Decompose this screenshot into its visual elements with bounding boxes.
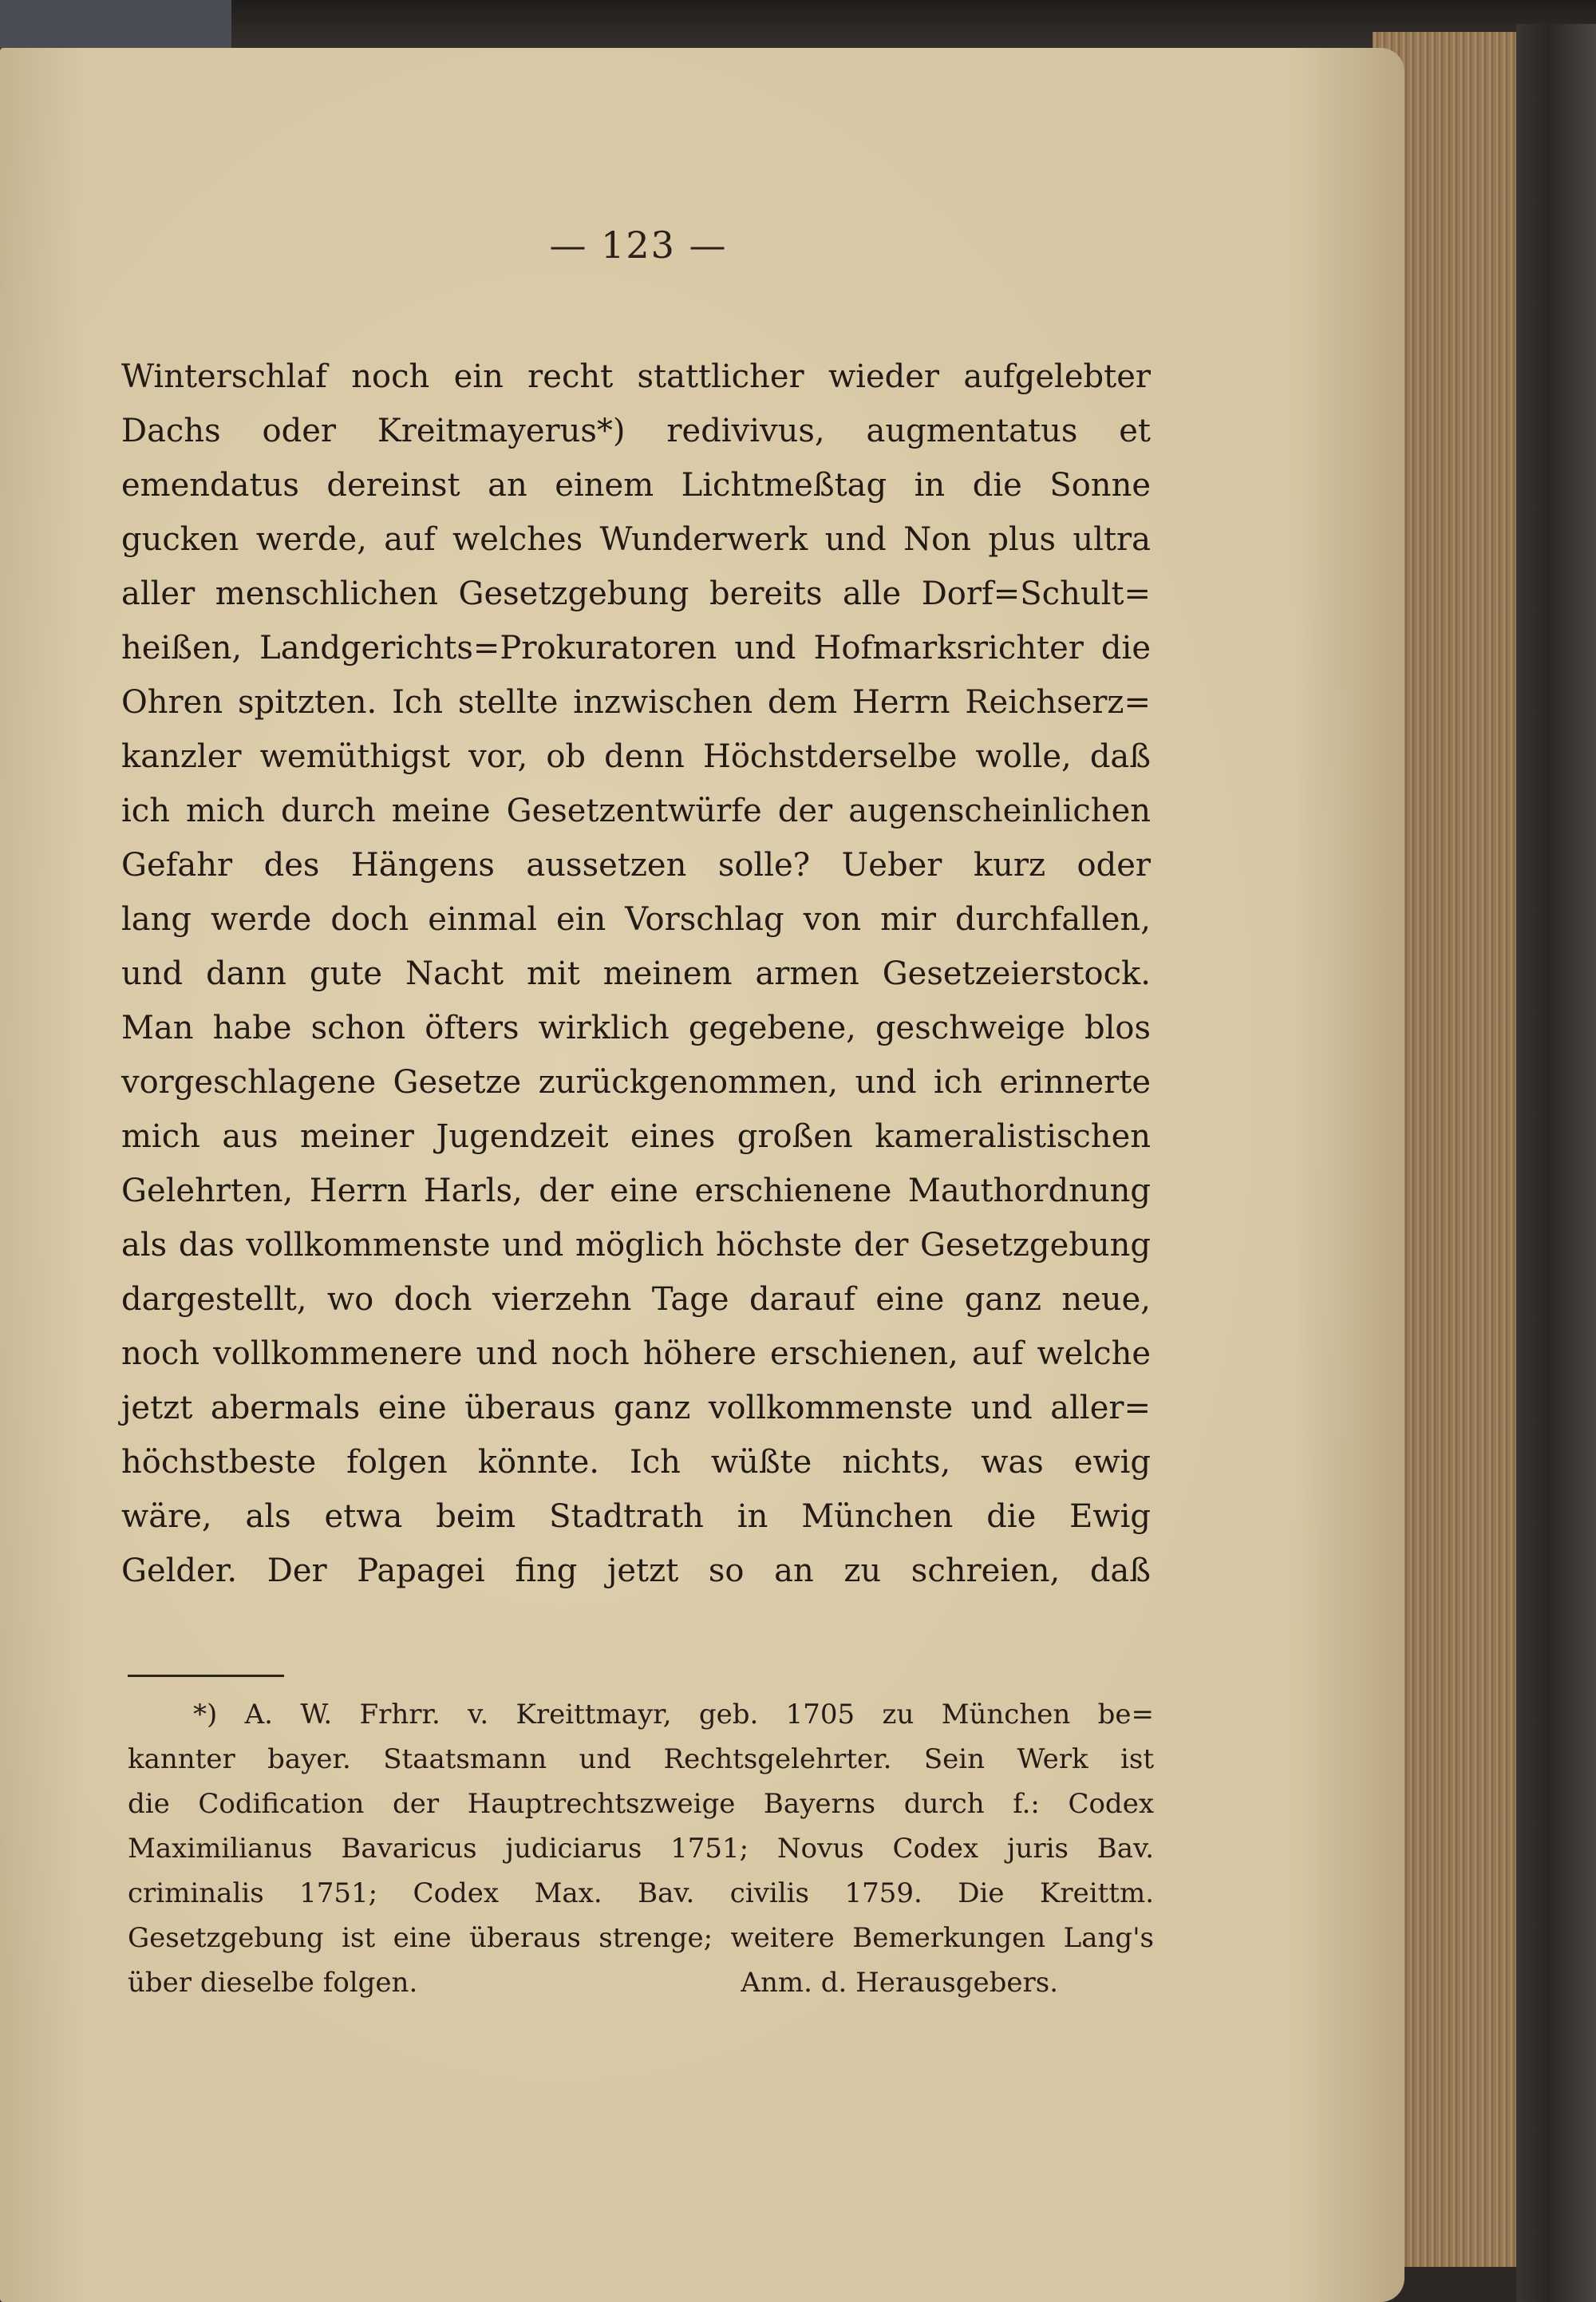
body-line: wäre, als etwa beim Stadtrath in München die Ewig xyxy=(121,1498,1151,1535)
body-line: aller menschlichen Gesetzgebung bereits alle Dorf=Schult= xyxy=(121,576,1151,612)
page-number: — 123 — xyxy=(549,223,728,267)
footnote-divider xyxy=(128,1675,284,1677)
body-line: Gelder. Der Papagei fing jetzt so an zu schreien, daß xyxy=(121,1552,1151,1589)
body-line: noch vollkommenere und noch höhere erschienen, auf welche xyxy=(121,1335,1151,1372)
body-line: Winterschlaf noch ein recht stattlicher wieder aufgelebter xyxy=(121,358,1151,395)
body-line: mich aus meiner Jugendzeit eines großen kameralistischen xyxy=(121,1118,1151,1155)
footnote-line: criminalis 1751; Codex Max. Bav. civilis 1759. Die Kreittm. xyxy=(128,1877,1154,1909)
book-spine-tab xyxy=(0,0,231,48)
body-line: lang werde doch einmal ein Vorschlag von mir durchfallen, xyxy=(121,901,1151,938)
footnote-line: Maximilianus Bavaricus judiciarus 1751; Novus Codex juris Bav. xyxy=(128,1833,1154,1865)
book-cover-right xyxy=(1516,24,1596,2302)
footnote-line: über dieselbe folgen. xyxy=(128,1967,418,1999)
body-line: gucken werde, auf welches Wunderwerk und Non plus ultra xyxy=(121,521,1151,558)
body-line: als das vollkommenste und möglich höchste der Gesetzgebung xyxy=(121,1227,1151,1264)
footnote-line: kannter bayer. Staatsmann und Rechtsgelehrter. Sein Werk ist xyxy=(128,1743,1154,1775)
body-line: Gefahr des Hängens aussetzen solle? Ueber kurz oder xyxy=(121,847,1151,884)
body-text xyxy=(121,350,1151,1598)
book-page xyxy=(0,48,1404,2302)
body-line: dargestellt, wo doch vierzehn Tage darauf eine ganz neue, xyxy=(121,1281,1151,1318)
footnote-signature: Anm. d. Herausgebers. xyxy=(741,1967,1058,1999)
body-line: Dachs oder Kreitmayerus*) redivivus, augmentatus et xyxy=(121,413,1151,449)
footnote-line: Gesetzgebung ist eine überaus strenge; weitere Bemerkungen Lang's xyxy=(128,1922,1154,1954)
body-line: heißen, Landgerichts=Prokuratoren und Hofmarksrichter die xyxy=(121,630,1151,666)
footnote-line: die Codification der Hauptrechtszweige Bayerns durch f.: Codex xyxy=(128,1788,1154,1820)
body-line: höchstbeste folgen könnte. Ich wüßte nichts, was ewig xyxy=(121,1444,1151,1481)
body-line: jetzt abermals eine überaus ganz vollkommenste und aller= xyxy=(121,1390,1151,1426)
footnote-line: *) A. W. Frhrr. v. Kreittmayr, geb. 1705 zu München be= xyxy=(193,1699,1154,1730)
body-line: vorgeschlagene Gesetze zurückgenommen, und ich erinnerte xyxy=(121,1064,1151,1101)
body-line: Man habe schon öfters wirklich gegebene, geschweige blos xyxy=(121,1010,1151,1046)
body-line: Gelehrten, Herrn Harls, der eine erschienene Mauthordnung xyxy=(121,1173,1151,1209)
body-line: ich mich durch meine Gesetzentwürfe der augenscheinlichen xyxy=(121,793,1151,829)
body-line: und dann gute Nacht mit meinem armen Gesetzeierstock. xyxy=(121,955,1151,992)
footnote xyxy=(128,1692,1154,2005)
body-line: kanzler wemüthigst vor, ob denn Höchstderselbe wolle, daß xyxy=(121,738,1151,775)
body-line: emendatus dereinst an einem Lichtmeßtag in die Sonne xyxy=(121,467,1151,504)
body-line: Ohren spitzten. Ich stellte inzwischen dem Herrn Reichserz= xyxy=(121,684,1151,721)
footnote-last-line xyxy=(128,1960,1154,2005)
